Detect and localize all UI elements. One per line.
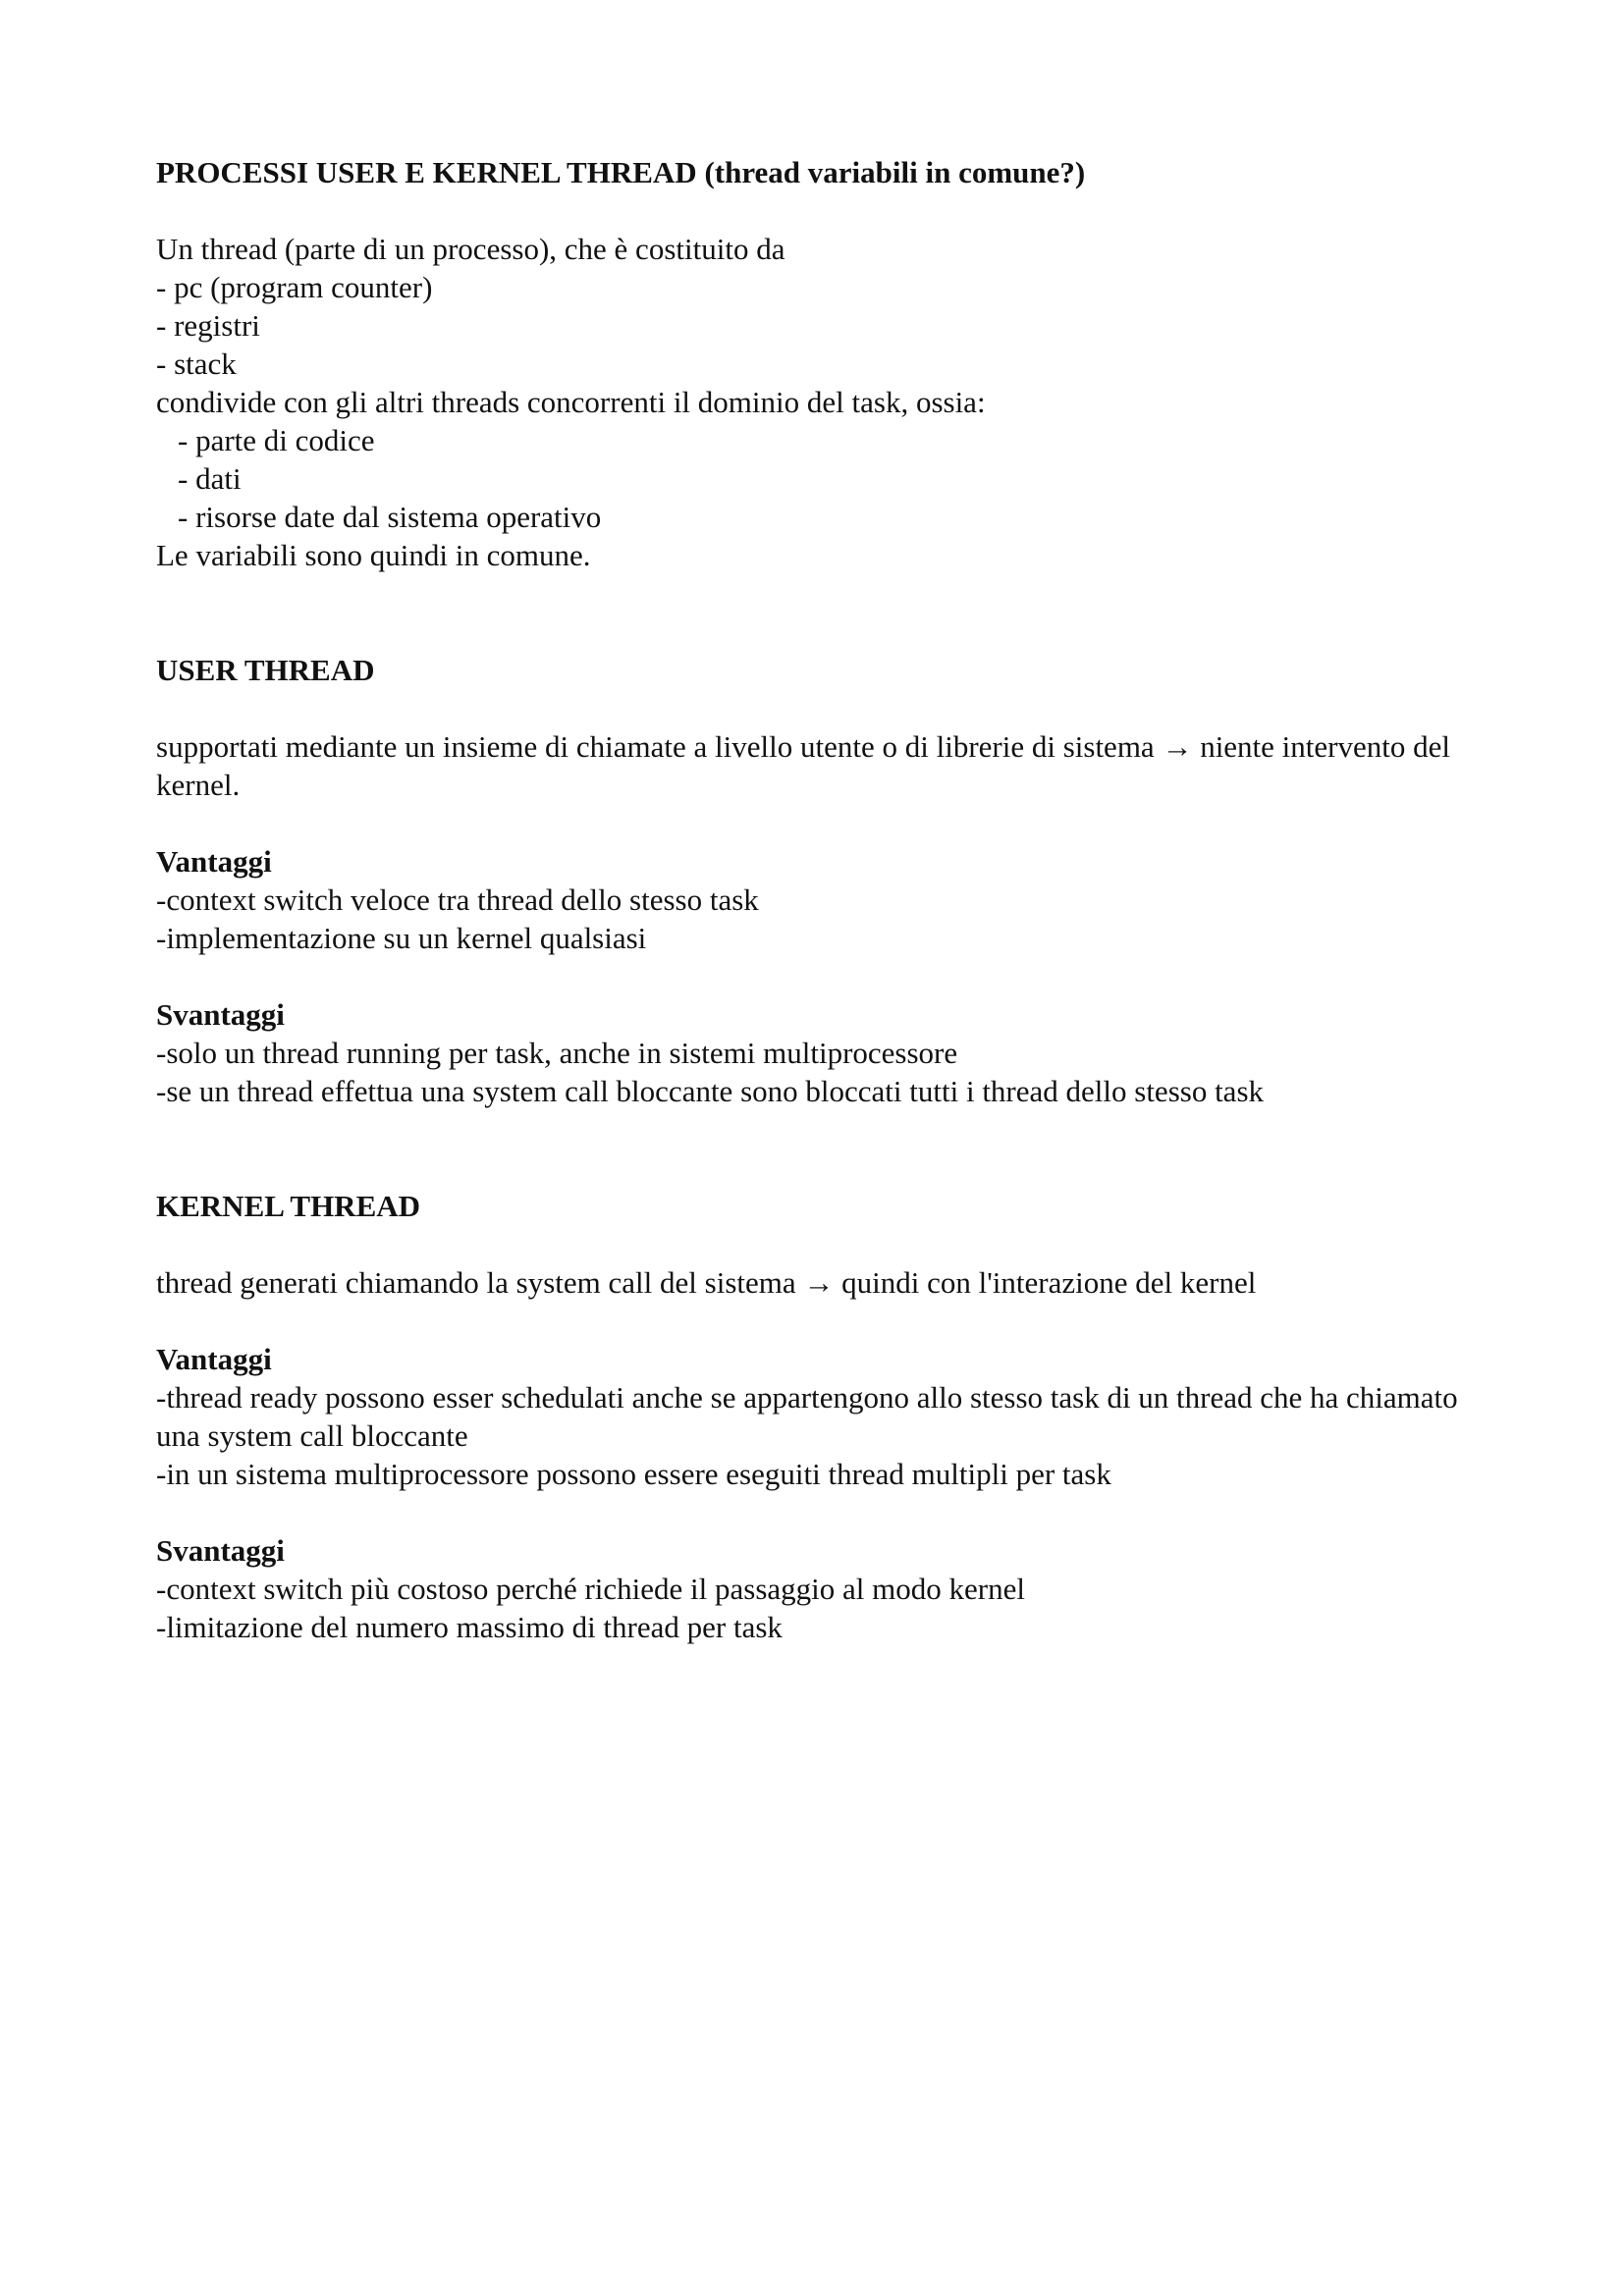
- user-thread-description: supportati mediante un insieme di chiamate a livello utente o di librerie di sistema → niente intervento del kernel.: [156, 729, 1450, 802]
- spacer: [156, 804, 1472, 842]
- spacer: [156, 1225, 1472, 1263]
- user-disadvantages-label: Svantaggi: [156, 997, 285, 1032]
- spacer: [156, 1110, 1472, 1187]
- spacer: [156, 1493, 1472, 1531]
- page-title: PROCESSI USER E KERNEL THREAD (thread variabili in comune?): [156, 155, 1086, 189]
- spacer: [156, 1302, 1472, 1340]
- intro-conclusion: Le variabili sono quindi in comune.: [156, 538, 591, 572]
- shared-item: - dati: [178, 461, 242, 496]
- shares-lead: condivide con gli altri threads concorrenti il dominio del task, ossia:: [156, 385, 986, 419]
- user-advantage-item: -implementazione su un kernel qualsiasi: [156, 921, 647, 955]
- shared-item: - parte di codice: [178, 423, 375, 457]
- component-item: - registri: [156, 308, 260, 343]
- user-advantages-label: Vantaggi: [156, 844, 272, 879]
- spacer: [156, 191, 1472, 230]
- component-item: - stack: [156, 347, 237, 381]
- component-item: - pc (program counter): [156, 270, 433, 304]
- kernel-disadvantage-item: -limitazione del numero massimo di thread per task: [156, 1610, 783, 1644]
- spacer: [156, 957, 1472, 995]
- spacer: [156, 689, 1472, 727]
- kernel-disadvantage-item: -context switch più costoso perché richiede il passaggio al modo kernel: [156, 1572, 1025, 1606]
- intro-lead: Un thread (parte di un processo), che è costituito da: [156, 232, 785, 266]
- user-disadvantage-item: -se un thread effettua una system call bloccante sono bloccati tutti i thread dello stesso task: [156, 1074, 1265, 1108]
- kernel-advantages-label: Vantaggi: [156, 1342, 272, 1376]
- kernel-thread-heading: KERNEL THREAD: [156, 1189, 421, 1223]
- shared-item: - risorse date dal sistema operativo: [178, 500, 602, 534]
- user-disadvantage-item: -solo un thread running per task, anche in sistemi multiprocessore: [156, 1036, 958, 1070]
- kernel-thread-description: thread generati chiamando la system call del sistema → quindi con l'interazione del kernel: [156, 1265, 1257, 1300]
- kernel-advantage-item: -in un sistema multiprocessore possono essere eseguiti thread multipli per task: [156, 1457, 1111, 1491]
- kernel-advantage-item: -thread ready possono esser schedulati anche se appartengono allo stesso task di un thread che ha chiamato una system call bloccante: [156, 1380, 1458, 1453]
- user-advantage-item: -context switch veloce tra thread dello stesso task: [156, 882, 759, 917]
- spacer: [156, 574, 1472, 651]
- document-page: [156, 153, 1472, 1646]
- user-thread-heading: USER THREAD: [156, 653, 375, 687]
- kernel-disadvantages-label: Svantaggi: [156, 1533, 285, 1568]
